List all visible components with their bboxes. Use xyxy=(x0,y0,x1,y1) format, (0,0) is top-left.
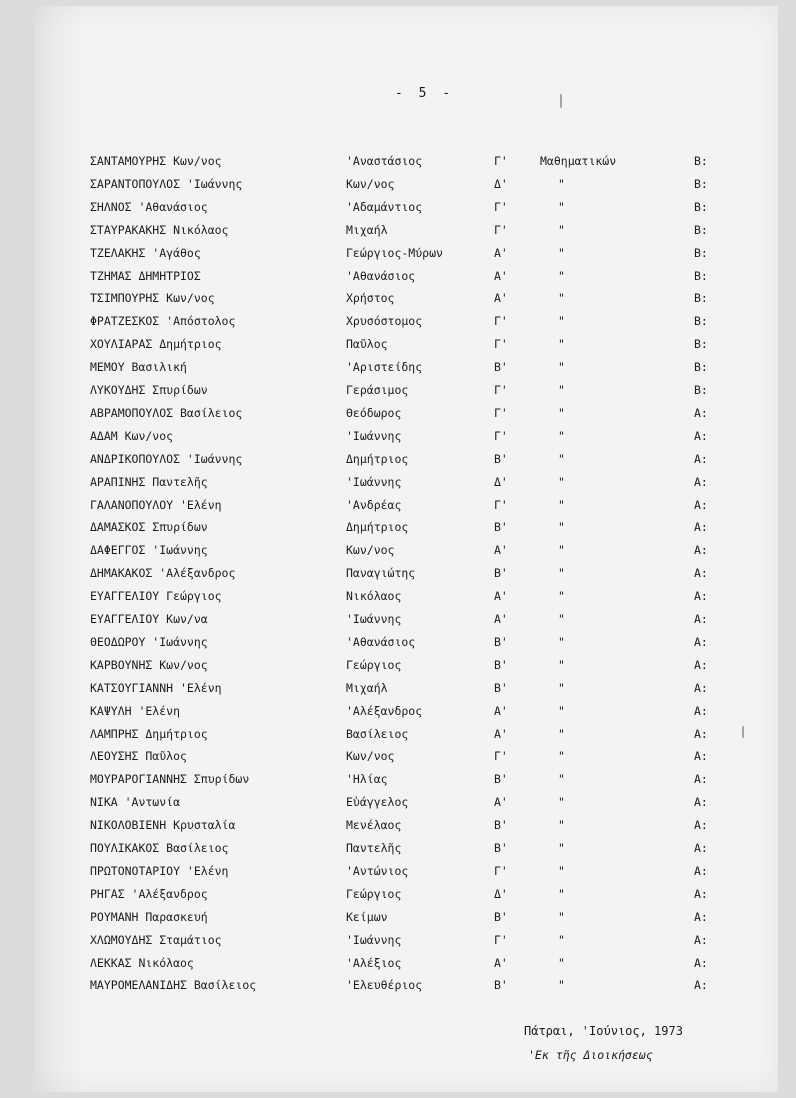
father-name: Κων/νος xyxy=(346,543,395,558)
class-mark: Α: xyxy=(694,405,708,420)
grade: Α' xyxy=(494,543,508,558)
table-row xyxy=(0,585,796,607)
department: " xyxy=(558,978,565,993)
table-row xyxy=(0,745,796,767)
student-name: ΧΛΩΜΟΥΔΗΣ Σταμάτιος xyxy=(90,932,222,947)
class-mark: Β: xyxy=(694,337,708,352)
grade: Α' xyxy=(494,291,508,306)
grade: Γ' xyxy=(494,428,508,443)
father-name: 'Ιωάννης xyxy=(346,612,402,626)
student-name: ΡΗΓΑΣ 'Αλέξανδρος xyxy=(90,886,208,901)
father-name: 'Αλέξανδρος xyxy=(346,703,423,718)
class-mark: Α: xyxy=(694,703,708,718)
class-mark: Α: xyxy=(694,497,708,512)
father-name: 'Ιωάννης xyxy=(346,474,402,489)
father-name: Χρυσόστομος xyxy=(346,314,423,329)
grade: Β' xyxy=(494,841,508,855)
student-name: ΘΕΟΔΩΡΟΥ 'Ιωάννης xyxy=(90,634,208,649)
department: " xyxy=(558,428,565,443)
student-name: ΤΖΕΛΑΚΗΣ 'Αγάθος xyxy=(90,245,201,260)
department: " xyxy=(558,451,565,466)
class-mark: Α: xyxy=(694,818,708,833)
student-name: ΛΕΚΚΑΣ Νικόλαος xyxy=(90,955,194,970)
student-name: ΣΤΑΥΡΑΚΑΚΗΣ Νικόλαος xyxy=(90,222,229,237)
table-row xyxy=(0,814,796,836)
father-name: 'Ηλίας xyxy=(346,772,388,787)
student-name: ΜΟΥΡΑΡΟΓΙΑΝΝΗΣ Σπυρίδων xyxy=(90,772,250,787)
table-row xyxy=(0,425,796,447)
grade: Β' xyxy=(494,818,508,833)
grade: Γ' xyxy=(494,932,508,947)
father-name: Θεόδωρος xyxy=(346,405,402,420)
table-row xyxy=(0,860,796,882)
student-name: ΔΑΜΑΣΚΟΣ Σπυρίδων xyxy=(90,520,208,535)
class-mark: Α: xyxy=(694,955,708,970)
grade: Β' xyxy=(494,657,508,672)
grade: Α' xyxy=(494,268,508,283)
grade: Γ' xyxy=(494,154,508,168)
father-name: 'Αναστάσιος xyxy=(346,154,423,168)
class-mark: Α: xyxy=(694,841,708,855)
class-mark: Α: xyxy=(694,680,708,695)
father-name: 'Αδαμάντιος xyxy=(346,199,423,214)
scan-mark xyxy=(560,94,562,108)
table-row xyxy=(0,562,796,584)
department: " xyxy=(558,955,565,970)
department: Μαθηματικών xyxy=(540,154,617,168)
table-row xyxy=(0,631,796,653)
student-name: ΚΑΡΒΟΥΝΗΣ Κων/νος xyxy=(90,657,208,672)
table-row xyxy=(0,242,796,264)
student-name: ΜΕΜΟΥ Βασιλική xyxy=(90,360,187,375)
department: " xyxy=(558,543,565,558)
father-name: 'Αλέξιος xyxy=(346,955,402,970)
class-mark: Β: xyxy=(694,222,708,237)
department: " xyxy=(558,634,565,649)
father-name: Νικόλαος xyxy=(346,589,402,604)
table-row xyxy=(0,906,796,928)
department: " xyxy=(558,772,565,787)
department: " xyxy=(558,886,565,901)
department: " xyxy=(558,589,565,604)
department: " xyxy=(558,795,565,810)
class-mark: Β: xyxy=(694,245,708,260)
footer-place-date: Πάτραι, 'Ιούνιος, 1973 xyxy=(524,1024,683,1038)
student-name: ΣΑΝΤΑΜΟΥΡΗΣ Κων/νος xyxy=(90,154,222,168)
student-name: ΚΑΨΥΛΗ 'Ελένη xyxy=(90,703,181,718)
father-name: Κων/νος xyxy=(346,176,395,191)
footer-issuing-office: 'Εκ τῆς Διοικήσεως xyxy=(528,1048,653,1062)
student-name: ΧΟΥΛΙΑΡΑΣ Δημήτριος xyxy=(90,337,222,352)
student-name: ΛΥΚΟΥΔΗΣ Σπυρίδων xyxy=(90,383,208,397)
table-row xyxy=(0,952,796,974)
father-name: 'Αριστείδης xyxy=(346,360,423,375)
department: " xyxy=(558,909,565,924)
table-row xyxy=(0,219,796,241)
class-mark: Α: xyxy=(694,520,708,535)
table-row xyxy=(0,196,796,218)
student-name: ΜΑΥΡΟΜΕΛΑΝΙΔΗΣ Βασίλειος xyxy=(90,978,257,993)
class-mark: Α: xyxy=(694,772,708,787)
grade: Γ' xyxy=(494,405,508,420)
table-row xyxy=(0,333,796,355)
grade: Α' xyxy=(494,245,508,260)
grade: Β' xyxy=(494,909,508,924)
class-mark: Β: xyxy=(694,383,708,397)
table-row xyxy=(0,608,796,630)
class-mark: Α: xyxy=(694,863,708,878)
table-row xyxy=(0,494,796,516)
department: " xyxy=(558,291,565,306)
father-name: Μενέλαος xyxy=(346,818,402,833)
table-row xyxy=(0,402,796,424)
student-name: ΑΒΡΑΜΟΠΟΥΛΟΣ Βασίλειος xyxy=(90,405,243,420)
class-mark: Α: xyxy=(694,451,708,466)
student-name: ΡΟΥΜΑΝΗ Παρασκευή xyxy=(90,909,208,924)
department: " xyxy=(558,566,565,581)
department: " xyxy=(558,268,565,283)
class-mark: Β: xyxy=(694,360,708,375)
student-name: ΦΡΑΤΖΕΣΚΟΣ 'Απόστολος xyxy=(90,314,236,329)
father-name: Παντελῆς xyxy=(346,841,402,855)
student-name: ΛΕΟΥΣΗΣ Παῦλος xyxy=(90,749,187,764)
department: " xyxy=(558,497,565,512)
student-name: ΣΗΛΝΟΣ 'Αθανάσιος xyxy=(90,199,208,214)
grade: Γ' xyxy=(494,222,508,237)
grade: Γ' xyxy=(494,199,508,214)
grade: Γ' xyxy=(494,863,508,878)
father-name: Παναγιώτης xyxy=(346,566,416,581)
father-name: Γεώργιος xyxy=(346,657,402,672)
department: " xyxy=(558,383,565,397)
father-name: 'Αθανάσιος xyxy=(346,634,416,649)
scan-mark xyxy=(742,726,744,738)
student-name: ΔΗΜΑΚΑΚΟΣ 'Αλέξανδρος xyxy=(90,566,236,581)
class-mark: Α: xyxy=(694,932,708,947)
father-name: Γεώργιος xyxy=(346,886,402,901)
class-mark: Α: xyxy=(694,612,708,626)
student-name: ΔΑΦΕΓΓΟΣ 'Ιωάννης xyxy=(90,543,208,558)
student-name: ΑΡΑΠΙΝΗΣ Παντελῆς xyxy=(90,474,208,489)
student-name: ΝΙΚΑ 'Αντωνία xyxy=(90,795,181,810)
table-row xyxy=(0,723,796,745)
department: " xyxy=(558,520,565,535)
father-name: Εὐάγγελος xyxy=(346,795,409,810)
department: " xyxy=(558,405,565,420)
grade: Α' xyxy=(494,726,508,741)
student-name: ΓΑΛΑΝΟΠΟΥΛΟΥ 'Ελένη xyxy=(90,497,222,512)
table-row xyxy=(0,791,796,813)
class-mark: Α: xyxy=(694,749,708,764)
department: " xyxy=(558,612,565,626)
father-name: Χρήστος xyxy=(346,291,395,306)
grade: Γ' xyxy=(494,337,508,352)
department: " xyxy=(558,176,565,191)
father-name: Γεράσιμος xyxy=(346,383,409,397)
department: " xyxy=(558,749,565,764)
department: " xyxy=(558,657,565,672)
class-mark: Β: xyxy=(694,176,708,191)
grade: Α' xyxy=(494,703,508,718)
grade: Α' xyxy=(494,589,508,604)
father-name: Μιχαήλ xyxy=(346,680,388,695)
class-mark: Α: xyxy=(694,886,708,901)
father-name: Μιχαήλ xyxy=(346,222,388,237)
table-row xyxy=(0,974,796,996)
class-mark: Α: xyxy=(694,589,708,604)
table-row xyxy=(0,768,796,790)
grade: Γ' xyxy=(494,749,508,764)
table-row xyxy=(0,173,796,195)
grade: Β' xyxy=(494,634,508,649)
father-name: Κων/νος xyxy=(346,749,395,764)
student-name: ΠΟΥΛΙΚΑΚΟΣ Βασίλειος xyxy=(90,841,229,855)
table-row xyxy=(0,837,796,859)
table-row xyxy=(0,150,796,172)
father-name: 'Ανδρέας xyxy=(346,497,402,512)
class-mark: Α: xyxy=(694,657,708,672)
student-name: ΤΖΗΜΑΣ ΔΗΜΗΤΡΙΟΣ xyxy=(90,268,201,283)
grade: Β' xyxy=(494,451,508,466)
table-row xyxy=(0,700,796,722)
class-mark: Β: xyxy=(694,291,708,306)
grade: Α' xyxy=(494,955,508,970)
class-mark: Α: xyxy=(694,474,708,489)
grade: Γ' xyxy=(494,383,508,397)
grade: Γ' xyxy=(494,497,508,512)
department: " xyxy=(558,680,565,695)
father-name: Δημήτριος xyxy=(346,451,409,466)
table-row xyxy=(0,929,796,951)
department: " xyxy=(558,245,565,260)
grade: Γ' xyxy=(494,314,508,329)
class-mark: Α: xyxy=(694,634,708,649)
page-number: - 5 - xyxy=(395,86,455,101)
table-row xyxy=(0,287,796,309)
father-name: Γεώργιος-Μύρων xyxy=(346,245,443,260)
class-mark: Α: xyxy=(694,428,708,443)
department: " xyxy=(558,703,565,718)
father-name: 'Αντώνιος xyxy=(346,863,409,878)
student-name: ΛΑΜΠΡΗΣ Δημήτριος xyxy=(90,726,208,741)
student-name: ΕΥΑΓΓΕΛΙΟΥ Γεώργιος xyxy=(90,589,222,604)
table-row xyxy=(0,448,796,470)
father-name: Δημήτριος xyxy=(346,520,409,535)
department: " xyxy=(558,726,565,741)
table-row xyxy=(0,265,796,287)
student-name: ΚΑΤΣΟΥΓΙΑΝΝΗ 'Ελένη xyxy=(90,680,222,695)
class-mark: Β: xyxy=(694,199,708,214)
department: " xyxy=(558,199,565,214)
student-name: ΣΑΡΑΝΤΟΠΟΥΛΟΣ 'Ιωάννης xyxy=(90,176,243,191)
table-row xyxy=(0,471,796,493)
student-name: ΕΥΑΓΓΕΛΙΟΥ Κων/να xyxy=(90,612,208,626)
grade: Δ' xyxy=(494,886,508,901)
department: " xyxy=(558,841,565,855)
table-row xyxy=(0,310,796,332)
class-mark: Β: xyxy=(694,268,708,283)
class-mark: Α: xyxy=(694,909,708,924)
student-name: ΝΙΚΟΛΟΒΙΕΝΗ Κρυσταλία xyxy=(90,818,236,833)
student-name: ΑΔΑΜ Κων/νος xyxy=(90,428,174,443)
grade: Β' xyxy=(494,566,508,581)
father-name: 'Αθανάσιος xyxy=(346,268,416,283)
department: " xyxy=(558,360,565,375)
father-name: 'Ιωάννης xyxy=(346,428,402,443)
father-name: Παῦλος xyxy=(346,337,388,352)
grade: Α' xyxy=(494,795,508,810)
class-mark: Β: xyxy=(694,154,708,168)
table-row xyxy=(0,883,796,905)
student-name: ΑΝΔΡΙΚΟΠΟΥΛΟΣ 'Ιωάννης xyxy=(90,451,243,466)
table-row xyxy=(0,654,796,676)
department: " xyxy=(558,222,565,237)
table-row xyxy=(0,516,796,538)
grade: Β' xyxy=(494,680,508,695)
table-row xyxy=(0,379,796,401)
department: " xyxy=(558,863,565,878)
grade: Β' xyxy=(494,360,508,375)
father-name: Βασίλειος xyxy=(346,726,409,741)
class-mark: Α: xyxy=(694,726,708,741)
department: " xyxy=(558,337,565,352)
class-mark: Α: xyxy=(694,978,708,993)
grade: Β' xyxy=(494,772,508,787)
class-mark: Α: xyxy=(694,543,708,558)
grade: Α' xyxy=(494,612,508,626)
grade: Δ' xyxy=(494,176,508,191)
father-name: 'Ελευθέριος xyxy=(346,978,423,993)
department: " xyxy=(558,818,565,833)
father-name: 'Ιωάννης xyxy=(346,932,402,947)
class-mark: Β: xyxy=(694,314,708,329)
class-mark: Α: xyxy=(694,566,708,581)
department: " xyxy=(558,932,565,947)
father-name: Κείμων xyxy=(346,909,388,924)
department: " xyxy=(558,474,565,489)
student-name: ΠΡΩΤΟΝΟΤΑΡΙΟΥ 'Ελένη xyxy=(90,863,229,878)
student-name: ΤΣΙΜΠΟΥΡΗΣ Κων/νος xyxy=(90,291,215,306)
grade: Β' xyxy=(494,520,508,535)
table-row xyxy=(0,356,796,378)
grade: Β' xyxy=(494,978,508,993)
department: " xyxy=(558,314,565,329)
class-mark: Α: xyxy=(694,795,708,810)
table-row xyxy=(0,677,796,699)
grade: Δ' xyxy=(494,474,508,489)
table-row xyxy=(0,539,796,561)
